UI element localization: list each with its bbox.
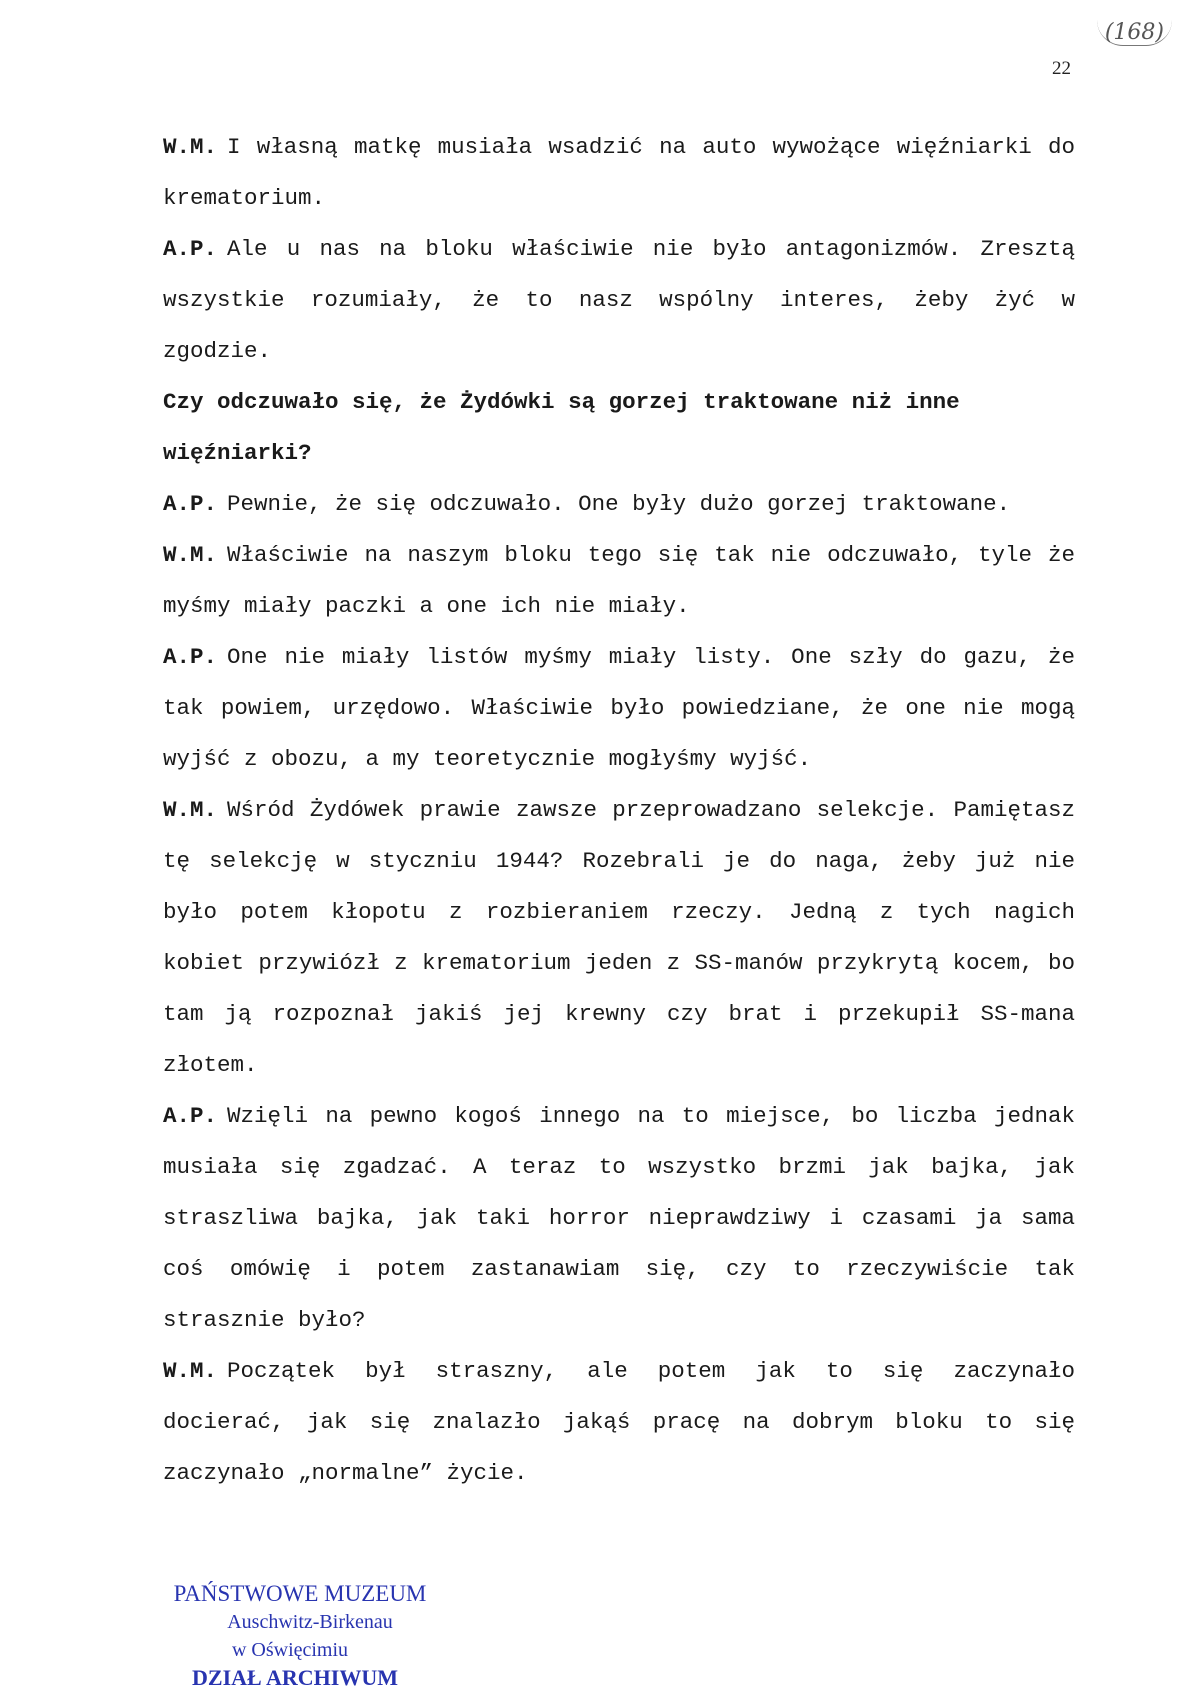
speaker-label: A.P. [163,491,218,517]
page-number: 22 [1052,58,1071,79]
speaker-label: A.P. [163,236,218,262]
handwritten-archive-number: (168) [1097,20,1172,46]
paragraph-text: Wzięli na pewno kogoś innego na to miejsce, bo liczba jednak musiała się zgadzać. A teraz to wszystko brzmi jak bajka, jak straszliwa bajka, jak taki horror nieprawdziwy i czasami ja sama coś omówię i potem zastanawiam się, czy to rzeczywiście tak strasznie było? [163,1103,1075,1333]
speaker-label: W.M. [163,797,218,823]
paragraph-text: Pewnie, że się odczuwało. One były dużo gorzej traktowane. [227,491,1011,517]
speaker-label: W.M. [163,1358,218,1384]
paragraph-text: I własną matkę musiała wsadzić na auto wywożące więźniarki do krematorium. [163,134,1075,211]
paragraph [163,1091,1075,1346]
paragraph-text: Początek był straszny, ale potem jak to się zaczynało docierać, jak się znalazło jakąś pracę na dobrym bloku to się zaczynało „normalne” życie. [163,1358,1075,1486]
speaker-label: A.P. [163,644,218,670]
paragraph [163,632,1075,785]
stamp-line-department: DZIAŁ ARCHIWUM [192,1665,398,1690]
paragraph [163,224,1075,377]
paragraph [163,785,1075,1091]
paragraph [163,479,1075,530]
archive-stamp [160,1580,460,1692]
speaker-label: W.M. [163,542,218,568]
paragraph [163,1346,1075,1499]
stamp-line-museum: PAŃSTWOWE MUZEUM [173,1581,427,1606]
interviewer-question: Czy odczuwało się, że Żydówki są gorzej traktowane niż inne więźniarki? [163,389,960,466]
paragraph-text: Ale u nas na bloku właściwie nie było antagonizmów. Zresztą wszystkie rozumiały, że to nasz wspólny interes, żeby żyć w zgodzie. [163,236,1075,364]
stamp-line-location: w Oświęcimiu [231,1639,349,1661]
paragraph [163,122,1075,224]
speaker-label: A.P. [163,1103,218,1129]
paragraph-text: One nie miały listów myśmy miały listy. One szły do gazu, że tak powiem, urzędowo. Właściwie było powiedziane, że one nie mogą wyjść z obozu, a my teoretycznie mogłyśmy wyjść. [163,644,1075,772]
paragraph [163,530,1075,632]
stamp-line-name: Auschwitz-Birkenau [227,1611,393,1633]
paragraph-text: Właściwie na naszym bloku tego się tak nie odczuwało, tyle że myśmy miały paczki a one ich nie miały. [163,542,1075,619]
paragraph-text: Wśród Żydówek prawie zawsze przeprowadzano selekcje. Pamiętasz tę selekcję w styczniu 1944? Rozebrali je do naga, żeby już nie było potem kłopotu z rozbieraniem rzeczy. Jedną z tych nagich kobiet przywiózł z krematorium jeden z SS-manów przykrytą kocem, bo tam ją rozpoznał jakiś jej krewny czy brat i przekupił SS-mana złotem. [163,797,1075,1078]
speaker-label: W.M. [163,134,218,160]
interview-transcript [163,122,1075,1499]
